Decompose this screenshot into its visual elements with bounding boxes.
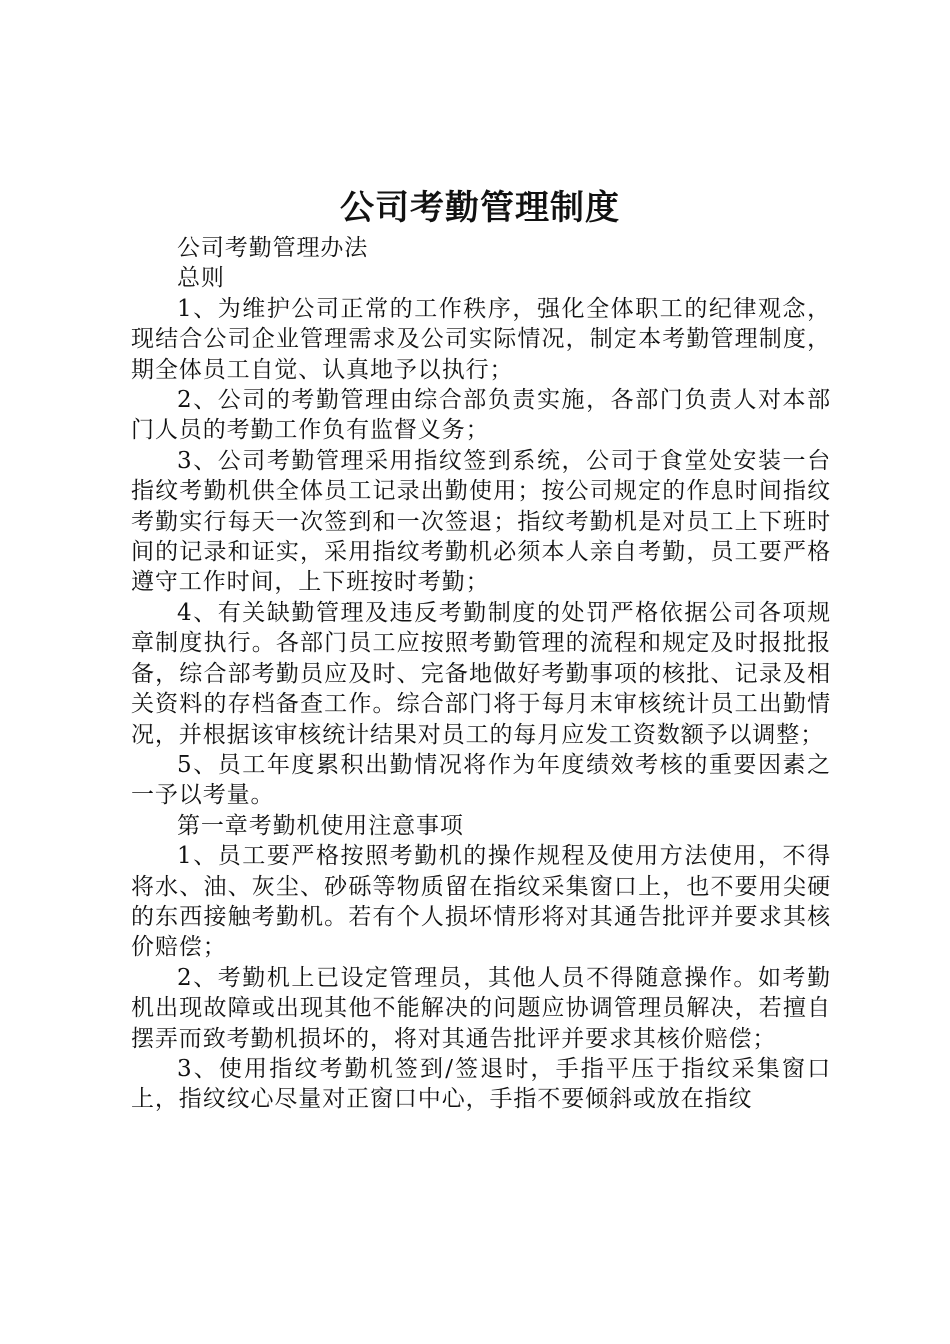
general-clause-3: 3、公司考勤管理采用指纹签到系统，公司于食堂处安装一台指纹考勤机供全体员工记录出勤使用；按公司规定的作息时间指纹考勤实行每天一次签到和一次签退；指纹考勤机是对员工上下班时间的记录和证实，采用指纹考勤机必须本人亲自考勤，员工要严格遵守工作时间，上下班按时考勤； (131, 447, 831, 596)
section-heading-general: 总则 (177, 265, 225, 292)
document-body (131, 233, 831, 1115)
general-clause-1: 1、为维护公司正常的工作秩序，强化全体职工的纪律观念，现结合公司企业管理需求及公司实际情况，制定本考勤管理制度，期全体员工自觉、认真地予以执行； (131, 295, 831, 383)
chapter-1-clause-1: 1、员工要严格按照考勤机的操作规程及使用方法使用，不得将水、油、灰尘、砂砾等物质留在指纹采集窗口上，也不要用尖硬的东西接触考勤机。若有个人损坏情形将对其通告批评并要求其核价赔偿； (131, 843, 831, 961)
chapter-1-heading: 第一章考勤机使用注意事项 (177, 812, 464, 839)
general-clause-4: 4、有关缺勤管理及违反考勤制度的处罚严格依据公司各项规章制度执行。各部门员工应按照考勤管理的流程和规定及时报批报备，综合部考勤员应及时、完备地做好考勤事项的核批、记录及相关资料的存档备查工作。综合部门将于每月末审核统计员工出勤情况，并根据该审核统计结果对员工的每月应发工资数额予以调整； (131, 599, 831, 748)
document-title: 公司考勤管理制度 (340, 188, 620, 228)
general-clause-2: 2、公司的考勤管理由综合部负责实施，各部门负责人对本部门人员的考勤工作负有监督义务； (131, 387, 831, 444)
subtitle-paragraph: 公司考勤管理办法 (177, 235, 369, 261)
chapter-1-clause-2: 2、考勤机上已设定管理员，其他人员不得随意操作。如考勤机出现故障或出现其他不能解决的问题应协调管理员解决，若擅自摆弄而致考勤机损坏的，将对其通告批评并要求其核价赔偿； (131, 964, 831, 1052)
general-clause-5: 5、员工年度累积出勤情况将作为年度绩效考核的重要因素之一予以考量。 (131, 751, 831, 809)
chapter-1-clause-3: 3、使用指纹考勤机签到/签退时，手指平压于指纹采集窗口上，指纹纹心尽量对正窗口中心，手指不要倾斜或放在指纹 (131, 1055, 831, 1113)
